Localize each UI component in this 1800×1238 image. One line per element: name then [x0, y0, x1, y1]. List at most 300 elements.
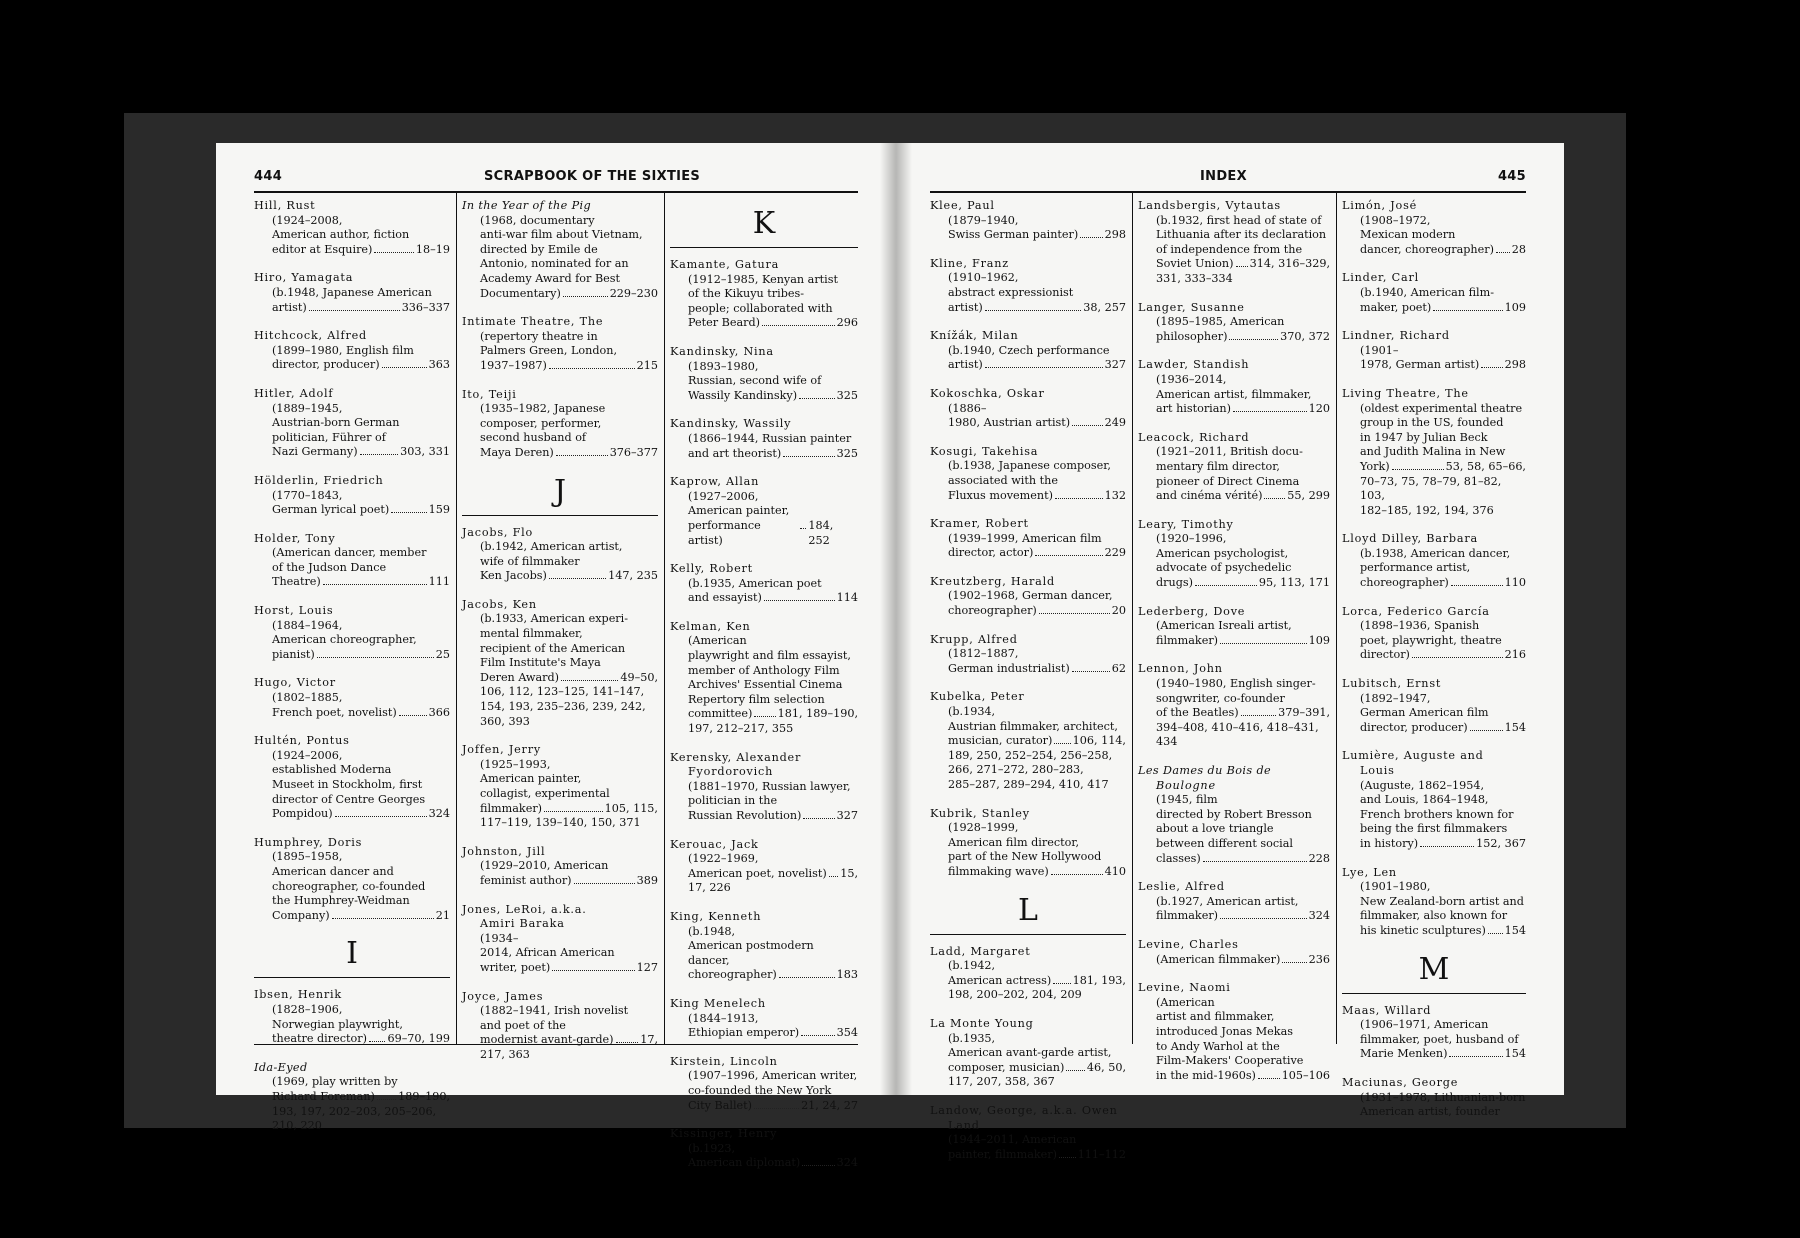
- entry-pages: 21: [435, 908, 450, 922]
- entry-pages: 229: [1104, 546, 1126, 560]
- entry-description: committee): [688, 707, 753, 721]
- entry-name: Leary, Timothy: [1138, 517, 1234, 531]
- entry-description: and essayist): [688, 591, 762, 605]
- leader-dots: [317, 657, 434, 658]
- section-letter: L: [930, 894, 1126, 935]
- entry-description: (1924–2006,: [272, 748, 343, 762]
- entry-last-line: [1156, 634, 1330, 649]
- entry-pages: 152, 367: [1476, 836, 1526, 850]
- index-entry: [254, 271, 450, 315]
- leader-dots: [574, 883, 635, 884]
- leader-row: [1360, 358, 1526, 373]
- leader-dots: [549, 578, 606, 579]
- index-entry: [462, 388, 658, 461]
- leader-row: [688, 867, 858, 882]
- entry-description: (1893–1980,: [688, 359, 759, 373]
- leader-dots: [382, 367, 427, 368]
- entry-pages: 105, 115,: [604, 801, 658, 815]
- leader-row: [480, 874, 658, 889]
- entry-description: (1907–1996, American writer,: [688, 1069, 858, 1083]
- index-entry: [670, 1055, 858, 1113]
- entry-pages-continued: 266, 271–272, 280–283,: [948, 763, 1084, 777]
- entry-name: Landsbergis, Vytautas: [1138, 199, 1281, 212]
- index-entry: [930, 445, 1126, 503]
- entry-description: (1889–1945,: [272, 401, 343, 415]
- entry-description: (1929–2010, American: [480, 859, 609, 873]
- leader-dots: [1241, 715, 1277, 716]
- entry-name: Kreutzberg, Harald: [930, 574, 1055, 588]
- entry-description: choreographer): [1360, 576, 1449, 590]
- entry-description: (1912–1985, Kenyan artist: [688, 272, 838, 286]
- entry-description: (1936–2014,: [1156, 372, 1227, 386]
- entry-pages: 111: [428, 575, 450, 589]
- entry-description: to Andy Warhol at the: [1156, 1039, 1280, 1053]
- entry-pages-continued: 182–185, 192, 194, 376: [1360, 503, 1494, 517]
- entry-description: (1886–: [948, 401, 987, 415]
- index-entry: [930, 575, 1126, 619]
- entry-last-line: [480, 671, 658, 686]
- entry-last-line: [688, 316, 858, 331]
- index-entry: [254, 532, 450, 590]
- entry-description: (1906–1971, American: [1360, 1018, 1489, 1032]
- leader-dots: [1451, 585, 1503, 586]
- entry-description: (b.1932, first head of state of: [1156, 213, 1322, 227]
- entry-last-line: [688, 867, 858, 882]
- entry-description: (1910–1962,: [948, 271, 1019, 285]
- leader-dots: [1072, 671, 1110, 672]
- index-entry: [670, 1127, 858, 1171]
- entry-description: Marie Menken): [1360, 1047, 1448, 1061]
- entry-pages: 106, 114,: [1072, 734, 1126, 748]
- entry-description: filmmaking wave): [948, 864, 1049, 878]
- entry-pages: 215: [636, 358, 658, 372]
- entry-description: (1935–1982, Japanese: [480, 402, 606, 416]
- leader-dots: [1066, 1070, 1085, 1071]
- entry-description: Pompidou): [272, 807, 333, 821]
- index-entry: [1138, 431, 1330, 504]
- leader-dots: [1233, 411, 1307, 412]
- entry-description: in the mid-1960s): [1156, 1068, 1256, 1082]
- entry-description: painter, filmmaker): [948, 1147, 1058, 1161]
- index-entry: [462, 598, 658, 729]
- index-entry: [462, 199, 658, 301]
- index-column: [670, 199, 858, 1185]
- entry-last-line: [1156, 706, 1330, 721]
- entry-last-line: [1156, 953, 1330, 968]
- leader-dots: [985, 367, 1103, 368]
- entry-description: artist and filmmaker,: [1156, 1010, 1275, 1024]
- leader-row: [1360, 837, 1526, 852]
- entry-description: choreographer): [948, 604, 1037, 618]
- entry-description: York): [1360, 459, 1390, 473]
- entry-name: Joyce, James: [462, 989, 544, 1003]
- entry-description: Peter Beard): [688, 316, 761, 330]
- entry-name: Jacobs, Ken: [462, 597, 537, 611]
- leader-dots: [1470, 730, 1503, 731]
- entry-description: directed by Emile de: [480, 242, 598, 256]
- entry-pages: 229–230: [609, 286, 658, 300]
- entry-name: Living Theatre, The: [1342, 386, 1469, 400]
- leader-row: [688, 447, 858, 462]
- entry-description: (1969, play written by: [272, 1075, 398, 1089]
- entry-name: Kandinsky, Wassily: [670, 417, 792, 431]
- leader-row: [948, 228, 1126, 243]
- entry-last-line: [1156, 330, 1330, 345]
- entry-name: La Monte Young: [930, 1016, 1034, 1030]
- entry-description: in 1947 by Julian Beck: [1360, 430, 1488, 444]
- entry-pages-continued: 217, 363: [480, 1047, 530, 1061]
- entry-last-line: [948, 662, 1126, 677]
- entry-last-line: [272, 575, 450, 590]
- entry-description: (1944–2011, American: [948, 1133, 1077, 1147]
- entry-description: Austrian-born German: [272, 416, 400, 430]
- entry-description: filmmaker, also known for: [1360, 909, 1508, 923]
- entry-description: (1899–1980, English film: [272, 343, 414, 357]
- entry-last-line: [1156, 909, 1330, 924]
- section-letter: K: [670, 207, 858, 248]
- entry-last-line: [948, 974, 1126, 989]
- entry-description: directed by Robert Bresson: [1156, 807, 1312, 821]
- leader-dots: [309, 310, 400, 311]
- index-entry: [930, 329, 1126, 373]
- leader-row: [1360, 243, 1526, 258]
- entry-name: Lloyd Dilley, Barbara: [1342, 532, 1478, 546]
- entry-description: (American Isreali artist,: [1156, 619, 1292, 633]
- leader-dots: [391, 512, 426, 513]
- entry-name: Maas, Willard: [1342, 1003, 1432, 1017]
- index-entry: [930, 257, 1126, 315]
- entry-pages-continued: 198, 200–202, 204, 209: [948, 988, 1082, 1002]
- entry-last-line: [948, 604, 1126, 619]
- leader-row: [688, 1026, 858, 1041]
- entry-description: (1922–1969,: [688, 852, 759, 866]
- entry-description: drugs): [1156, 576, 1193, 590]
- entry-name: Leacock, Richard: [1138, 430, 1250, 444]
- leader-dots: [1203, 861, 1307, 862]
- entry-pages-continued: 189, 250, 252–254, 256–258,: [948, 748, 1113, 762]
- entry-description: (b.1942,: [948, 959, 996, 973]
- leader-row: [272, 445, 450, 460]
- left-page: [216, 143, 896, 1170]
- entry-description: American diplomat): [688, 1156, 801, 1170]
- entry-last-line: [1156, 257, 1330, 272]
- entry-pages: 15,: [840, 866, 858, 880]
- index-entry: [1138, 764, 1330, 866]
- leader-dots: [1051, 874, 1103, 875]
- leader-row: [688, 968, 858, 983]
- entry-name: Kelly, Robert: [670, 562, 753, 576]
- entry-last-line: [1360, 460, 1526, 475]
- entry-description: (1934–: [480, 931, 519, 945]
- leader-row: [1156, 953, 1330, 968]
- entry-last-line: [1360, 576, 1526, 591]
- leader-dots: [360, 454, 399, 455]
- entry-description: (1844–1913,: [688, 1011, 759, 1025]
- index-entry: [254, 836, 450, 924]
- index-entry: [670, 620, 858, 737]
- entry-name: Kline, Franz: [930, 256, 1009, 270]
- entry-description: Fluxus movement): [948, 488, 1053, 502]
- leader-row: [1360, 924, 1526, 939]
- index-entry: [1138, 518, 1330, 591]
- entry-description: (b.1938, American dancer,: [1360, 546, 1511, 560]
- entry-pages: 228: [1308, 851, 1330, 865]
- entry-description: Palmers Green, London,: [480, 344, 618, 358]
- left-running-title: SCRAPBOOK OF THE SIXTIES: [484, 169, 701, 184]
- leader-dots: [1229, 339, 1278, 340]
- entry-description: in history): [1360, 836, 1419, 850]
- entry-name: Ito, Teiji: [462, 387, 517, 401]
- entry-name: Langer, Susanne: [1138, 300, 1245, 314]
- entry-description: Soviet Union): [1156, 257, 1234, 271]
- leader-row: [948, 974, 1126, 989]
- entry-pages: 95, 113, 171: [1258, 576, 1330, 590]
- entry-last-line: [1360, 358, 1526, 373]
- entry-description: (1881–1970, Russian lawyer,: [688, 779, 851, 793]
- entry-name: Kosugi, Takehisa: [930, 444, 1039, 458]
- entry-description: pioneer of Direct Cinema: [1156, 474, 1300, 488]
- index-entry: [1342, 387, 1526, 518]
- entry-description: (1924–2008,: [272, 213, 343, 227]
- entry-pages: 132: [1104, 488, 1126, 502]
- entry-description: Deren Award): [480, 670, 560, 684]
- entry-description: of the Judson Dance: [272, 560, 387, 574]
- leader-row: [272, 358, 450, 373]
- entry-description: (1802–1885,: [272, 691, 343, 705]
- index-entry: [930, 633, 1126, 677]
- section-letter: M: [1342, 953, 1526, 994]
- entry-description: (b.1942, American artist,: [480, 540, 623, 554]
- index-entry: [462, 903, 658, 976]
- entry-last-line: [688, 447, 858, 462]
- leader-dots: [1392, 469, 1444, 470]
- entry-description: 1980, Austrian artist): [948, 416, 1071, 430]
- leader-dots: [799, 398, 835, 399]
- entry-name: Levine, Naomi: [1138, 981, 1231, 995]
- entry-pages: 55, 299: [1287, 489, 1330, 503]
- leader-dots: [323, 584, 427, 585]
- entry-name: Knížák, Milan: [930, 329, 1019, 343]
- entry-pages: 336–337: [401, 300, 450, 314]
- entry-pages: 296: [836, 316, 858, 330]
- entry-description: (1879–1940,: [948, 213, 1019, 227]
- entry-last-line: [1156, 402, 1330, 417]
- index-entry: [930, 945, 1126, 1003]
- entry-description: his kinetic sculptures): [1360, 923, 1486, 937]
- leader-dots: [754, 716, 775, 717]
- entry-last-line: [688, 519, 858, 548]
- leader-dots: [374, 252, 414, 253]
- entry-description: 2014, African American: [480, 946, 615, 960]
- entry-description: American painter,: [688, 504, 790, 518]
- leader-dots: [549, 368, 635, 369]
- entry-description: (b.1927, American artist,: [1156, 894, 1299, 908]
- entry-description: philosopher): [1156, 329, 1228, 343]
- entry-description: (1895–1958,: [272, 850, 343, 864]
- leader-row: [480, 671, 658, 686]
- entry-last-line: [272, 1090, 450, 1105]
- entry-pages-continued: 154, 193, 235–236, 239, 242,: [480, 700, 646, 714]
- entry-description: 1937–1987): [480, 358, 547, 372]
- entry-pages: 236: [1308, 952, 1330, 966]
- entry-description: Norwegian playwright,: [272, 1017, 403, 1031]
- entry-pages: 181, 193,: [1072, 973, 1126, 987]
- entry-last-line: [1360, 1047, 1526, 1062]
- entry-description: about a love triangle: [1156, 822, 1274, 836]
- entry-description: feminist author): [480, 873, 572, 887]
- entry-description: co-founded the New York: [688, 1083, 832, 1097]
- entry-description: Ethiopian emperor): [688, 1026, 800, 1040]
- entry-last-line: [1360, 837, 1526, 852]
- index-entry: [670, 997, 858, 1041]
- entry-description: songwriter, co-founder: [1156, 691, 1285, 705]
- entry-description: Russian Revolution): [688, 809, 802, 822]
- index-entry: [670, 751, 858, 824]
- entry-pages: 154: [1504, 720, 1526, 734]
- entry-description: introduced Jonas Mekas: [1156, 1024, 1293, 1038]
- entry-description: (1892–1947,: [1360, 691, 1431, 705]
- entry-last-line: [948, 1148, 1126, 1163]
- entry-name: Horst, Louis: [254, 604, 334, 618]
- entry-description: German industrialist): [948, 661, 1070, 675]
- entry-name: Ida-Eyed: [254, 1060, 308, 1074]
- leader-row: [688, 591, 858, 606]
- entry-pages: 324: [428, 807, 450, 821]
- entry-last-line: [948, 734, 1126, 749]
- index-entry: [930, 517, 1126, 561]
- leader-row: [688, 389, 858, 404]
- entry-description: and Louis, 1864–1948,: [1360, 793, 1489, 807]
- leader-row: [688, 1099, 858, 1114]
- entry-last-line: [272, 1032, 450, 1047]
- entry-pages: 370, 372: [1280, 329, 1330, 343]
- leader-dots: [1264, 498, 1285, 499]
- entry-name: Hultén, Pontus: [254, 734, 350, 748]
- index-entry: [670, 475, 858, 548]
- entry-pages: 114: [836, 591, 858, 605]
- leader-dots: [801, 1035, 834, 1036]
- entry-description: musician, curator): [948, 734, 1053, 748]
- entry-description: performance artist): [688, 518, 761, 547]
- entry-last-line: [272, 301, 450, 316]
- entry-name: Klee, Paul: [930, 199, 995, 212]
- entry-name: Joffen, Jerry: [462, 743, 541, 757]
- entry-description: the Humphrey-Weidman: [272, 894, 410, 908]
- leader-dots: [1282, 962, 1306, 963]
- entry-description: (repertory theatre in: [480, 329, 598, 343]
- index-entry: [670, 417, 858, 461]
- entry-description: Maya Deren): [480, 445, 554, 459]
- entry-name-continued: Amiri Baraka: [480, 917, 565, 931]
- leader-dots: [1039, 613, 1110, 614]
- leader-row: [272, 575, 450, 590]
- leader-dots: [762, 325, 835, 326]
- entry-pages-continued: 210, 220: [272, 1119, 322, 1133]
- leader-row: [688, 809, 858, 824]
- entry-last-line: [1156, 576, 1330, 591]
- entry-description: (b.1948,: [688, 924, 736, 938]
- entry-description: (1898–1936, Spanish: [1360, 619, 1480, 633]
- entry-description: filmmaker, poet, husband of: [1360, 1032, 1519, 1046]
- index-entry: [670, 910, 858, 983]
- entry-name: Kandinsky, Nina: [670, 344, 774, 358]
- entry-pages: 183: [836, 968, 858, 982]
- leader-row: [948, 865, 1126, 880]
- leader-row: [948, 301, 1126, 316]
- index-entry: [254, 474, 450, 518]
- entry-pages: 325: [836, 446, 858, 460]
- entry-pages-continued: 394–408, 410–416, 418–431,: [1156, 720, 1319, 734]
- column-divider: [664, 193, 665, 1044]
- leader-dots: [1080, 237, 1102, 238]
- entry-description: collagist, experimental: [480, 787, 610, 800]
- leader-dots: [1481, 367, 1502, 368]
- leader-row: [1156, 402, 1330, 417]
- right-page-header: [930, 169, 1526, 189]
- leader-dots: [1449, 1056, 1502, 1057]
- entry-pages: 298: [1104, 228, 1126, 242]
- index-entry: [1342, 1076, 1526, 1120]
- entry-description: (1908–1972,: [1360, 213, 1431, 227]
- entry-description: composer, performer,: [480, 416, 602, 430]
- leader-dots: [561, 680, 618, 681]
- entry-last-line: [948, 489, 1126, 504]
- leader-dots: [1055, 498, 1103, 499]
- entry-name: Leslie, Alfred: [1138, 880, 1225, 894]
- index-entry: [670, 258, 858, 331]
- entry-description: member of Anthology Film: [688, 663, 840, 677]
- leader-dots: [556, 455, 608, 456]
- leader-row: [688, 519, 858, 548]
- entry-pages: 410: [1104, 864, 1126, 878]
- entry-description: (1945, film: [1156, 793, 1218, 807]
- entry-name: Kubelka, Peter: [930, 690, 1025, 704]
- entry-description: Nazi Germany): [272, 445, 358, 459]
- entry-pages-continued: 17, 226: [688, 881, 731, 895]
- entry-description: politician in the: [688, 794, 778, 808]
- entry-description: Documentary): [480, 286, 561, 300]
- entry-description: Austrian filmmaker, architect,: [948, 719, 1118, 733]
- index-entry: [930, 387, 1126, 431]
- entry-description: anti-war film about Vietnam,: [480, 228, 643, 242]
- entry-description: editor at Esquire): [272, 242, 373, 256]
- leader-dots: [335, 816, 427, 817]
- entry-pages: 28: [1511, 242, 1526, 256]
- entry-last-line: [272, 445, 450, 460]
- entry-description: French brothers known for: [1360, 807, 1514, 821]
- column-divider: [1132, 193, 1133, 1044]
- entry-name: Linder, Carl: [1342, 271, 1419, 285]
- entry-description: (b.1948, Japanese American: [272, 285, 432, 299]
- entry-pages: 21, 24, 27: [801, 1098, 858, 1112]
- leader-row: [688, 1156, 858, 1171]
- entry-pages: 184, 252: [808, 518, 834, 547]
- entry-name: Lawder, Standish: [1138, 358, 1250, 372]
- entry-last-line: [1156, 1069, 1330, 1084]
- entry-description: dancer, choreographer): [1360, 242, 1494, 256]
- leader-dots: [1433, 310, 1502, 311]
- entry-description: part of the New Hollywood: [948, 850, 1102, 864]
- left-page-header: [254, 169, 858, 189]
- entry-pages: 49–50,: [620, 670, 658, 684]
- index-entry: [254, 734, 450, 822]
- entry-description: artist): [272, 300, 307, 314]
- entry-pages: 327: [836, 809, 858, 822]
- leader-row: [948, 734, 1126, 749]
- entry-description: (1939–1999, American film: [948, 531, 1102, 545]
- entry-description: Antonio, nominated for an: [480, 257, 629, 271]
- entry-name: Lennon, John: [1138, 662, 1223, 676]
